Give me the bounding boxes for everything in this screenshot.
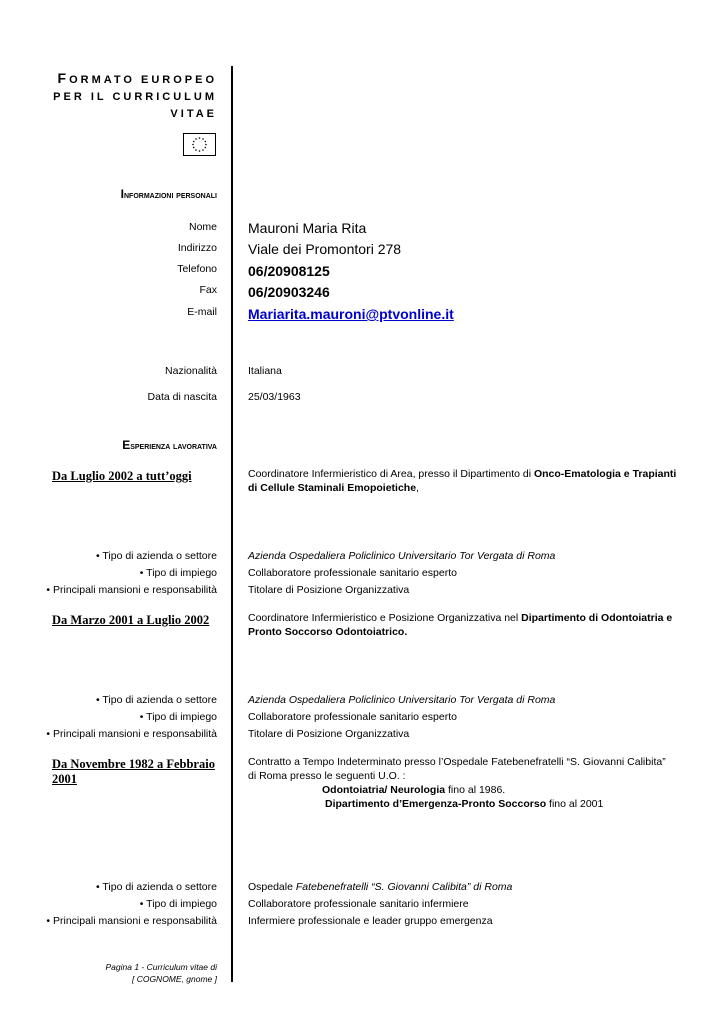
title-line3: VITAE bbox=[170, 108, 217, 120]
value-email-link[interactable]: Mariarita.mauroni@ptvonline.it bbox=[248, 306, 454, 322]
job-period: Da Marzo 2001 a Luglio 2002 bbox=[52, 613, 210, 627]
unit-2-name: Dipartimento d’Emergenza-Pronto Soccorso bbox=[325, 798, 547, 810]
job-desc-bold: Dipartimento di Odontoiatria e Pronto Soccorso Odontoiatrico. bbox=[248, 612, 673, 638]
title-line1: ORMATO EUROPEO bbox=[69, 74, 217, 86]
value-impiego: Collaboratore professionale sanitario esperto bbox=[248, 711, 457, 723]
job-description bbox=[248, 611, 688, 639]
azienda-name: Fatebenefratelli “S. Giovanni Calibita” di Roma bbox=[295, 881, 513, 893]
value-nazionalita: Italiana bbox=[248, 365, 282, 377]
job-description bbox=[248, 467, 688, 495]
footer-line1: Pagina 1 - Curriculum vitae di bbox=[105, 962, 217, 972]
label-telefono: Telefono bbox=[177, 263, 217, 275]
job-unit-2 bbox=[325, 797, 603, 811]
value-nascita: 25/03/1963 bbox=[248, 391, 301, 403]
value-impiego: Collaboratore professionale sanitario esperto bbox=[248, 567, 457, 579]
label-email: E-mail bbox=[187, 306, 217, 318]
unit-2-tail: fino al 2001 bbox=[546, 798, 604, 810]
label-azienda: • Tipo di azienda o settore bbox=[95, 694, 217, 706]
unit-1-tail: fino al 1986. bbox=[445, 784, 506, 796]
job-desc-text: Coordinatore Infermieristico di Area, presso il Dipartimento di bbox=[248, 468, 534, 480]
value-mansioni: Infermiere professionale e leader gruppo emergenza bbox=[248, 915, 493, 927]
label-fax: Fax bbox=[199, 284, 217, 296]
job-period: Da Novembre 1982 a Febbraio 2001 bbox=[52, 757, 215, 786]
unit-1-name: Odontoiatria/ Neurologia bbox=[322, 784, 446, 796]
eu-flag-icon bbox=[183, 133, 216, 156]
label-nascita: Data di nascita bbox=[147, 391, 217, 403]
job-desc-text: Coordinatore Infermieristico e Posizione Organizzativa nel bbox=[248, 612, 522, 624]
personal-section-title: Informazioni personali bbox=[120, 187, 217, 201]
label-mansioni: • Principali mansioni e responsabilità bbox=[46, 728, 217, 740]
label-indirizzo: Indirizzo bbox=[177, 242, 217, 254]
vertical-divider bbox=[231, 66, 233, 982]
job-desc-bold: Onco-Ematologia e Trapianti di Cellule Staminali Emopoietiche bbox=[248, 468, 677, 494]
azienda-prefix: Ospedale bbox=[248, 881, 296, 893]
value-mansioni: Titolare di Posizione Organizzativa bbox=[248, 584, 410, 596]
label-impiego: • Tipo di impiego bbox=[139, 711, 217, 723]
experience-section-title: Esperienza lavorativa bbox=[122, 438, 217, 452]
title-cap: F bbox=[57, 70, 70, 86]
value-azienda: Azienda Ospedaliera Policlinico Universitario Tor Vergata di Roma bbox=[248, 694, 556, 706]
value-impiego: Collaboratore professionale sanitario infermiere bbox=[248, 898, 469, 910]
job-description: Contratto a Tempo Indeterminato presso l’Ospedale Fatebenefratelli “S. Giovanni Calibita” di Roma presso le seguenti U.O. : bbox=[248, 756, 666, 782]
label-impiego: • Tipo di impiego bbox=[139, 567, 217, 579]
label-impiego: • Tipo di impiego bbox=[139, 898, 217, 910]
value-azienda bbox=[248, 880, 512, 894]
value-mansioni: Titolare di Posizione Organizzativa bbox=[248, 728, 410, 740]
value-telefono: 06/20908125 bbox=[248, 263, 330, 279]
job-unit-1 bbox=[322, 783, 505, 797]
value-nome: Mauroni Maria Rita bbox=[248, 220, 367, 236]
value-azienda: Azienda Ospedaliera Policlinico Universitario Tor Vergata di Roma bbox=[248, 550, 556, 562]
job-period: Da Luglio 2002 a tutt’oggi bbox=[52, 469, 192, 483]
title-line2: PER IL CURRICULUM bbox=[53, 91, 217, 103]
label-nazionalita: Nazionalità bbox=[165, 365, 217, 377]
label-azienda: • Tipo di azienda o settore bbox=[95, 881, 217, 893]
label-azienda: • Tipo di azienda o settore bbox=[95, 550, 217, 562]
page-footer bbox=[17, 961, 217, 985]
job-desc-tail: , bbox=[416, 482, 419, 494]
label-mansioni: • Principali mansioni e responsabilità bbox=[46, 915, 217, 927]
cv-title bbox=[0, 70, 217, 123]
value-indirizzo: Viale dei Promontori 278 bbox=[248, 241, 402, 257]
label-mansioni: • Principali mansioni e responsabilità bbox=[46, 584, 217, 596]
label-nome: Nome bbox=[188, 221, 217, 233]
footer-line2: [ COGNOME, gnome ] bbox=[131, 974, 217, 984]
value-fax: 06/20903246 bbox=[248, 284, 330, 300]
